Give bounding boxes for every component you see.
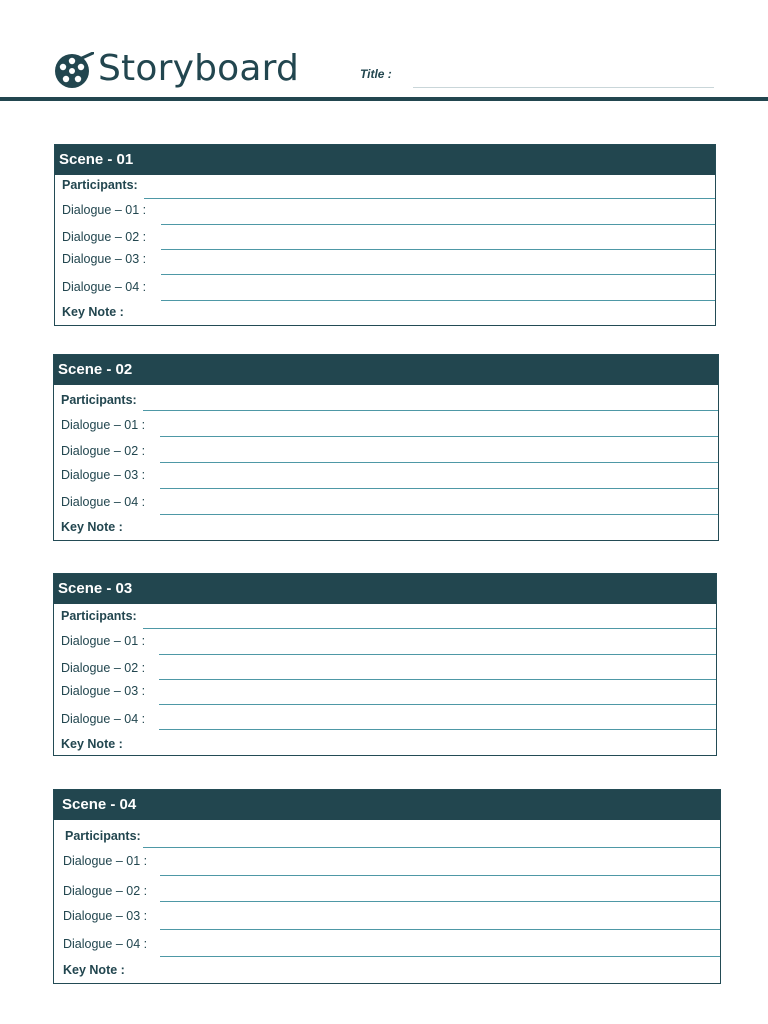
dialogue-label: Dialogue – 01 : bbox=[61, 634, 146, 648]
dialogue-label: Dialogue – 03 : bbox=[61, 468, 146, 482]
participants-field[interactable] bbox=[143, 410, 718, 411]
dialogue-field[interactable] bbox=[160, 875, 720, 876]
dialogue-label: Dialogue – 02 : bbox=[63, 884, 148, 898]
dialogue-field[interactable] bbox=[160, 436, 718, 437]
scene-card bbox=[54, 144, 716, 326]
page-header bbox=[0, 0, 768, 100]
scene-card bbox=[53, 789, 721, 984]
participants-field[interactable] bbox=[143, 847, 720, 848]
dialogue-field[interactable] bbox=[160, 514, 718, 515]
participants-label: Participants: bbox=[62, 178, 138, 192]
dialogue-label: Dialogue – 04 : bbox=[61, 712, 146, 726]
dialogue-label: Dialogue – 02 : bbox=[61, 444, 146, 458]
dialogue-field[interactable] bbox=[160, 956, 720, 957]
dialogue-field[interactable] bbox=[161, 300, 715, 301]
film-reel-icon bbox=[54, 52, 94, 88]
dialogue-field[interactable] bbox=[160, 488, 718, 489]
scene-title: Scene - 03 bbox=[54, 574, 716, 604]
dialogue-field[interactable] bbox=[159, 679, 716, 680]
scene-card bbox=[53, 354, 719, 541]
dialogue-field[interactable] bbox=[159, 654, 716, 655]
participants-field[interactable] bbox=[143, 628, 716, 629]
scene-title: Scene - 01 bbox=[55, 145, 715, 175]
dialogue-field[interactable] bbox=[161, 224, 715, 225]
dialogue-label: Dialogue – 03 : bbox=[63, 909, 148, 923]
dialogue-field[interactable] bbox=[161, 249, 715, 250]
dialogue-label: Dialogue – 04 : bbox=[61, 495, 146, 509]
dialogue-label: Dialogue – 01 : bbox=[63, 854, 148, 868]
dialogue-label: Dialogue – 04 : bbox=[63, 937, 148, 951]
participants-label: Participants: bbox=[65, 829, 141, 843]
dialogue-label: Dialogue – 03 : bbox=[61, 684, 146, 698]
header-divider bbox=[0, 97, 768, 101]
title-label: Title : bbox=[360, 67, 392, 81]
participants-field[interactable] bbox=[144, 198, 715, 199]
dialogue-field[interactable] bbox=[159, 704, 716, 705]
key-note-label: Key Note : bbox=[61, 520, 123, 534]
scene-title: Scene - 02 bbox=[54, 355, 718, 385]
dialogue-field[interactable] bbox=[160, 462, 718, 463]
title-input-line[interactable] bbox=[413, 87, 714, 88]
scene-card bbox=[53, 573, 717, 756]
dialogue-field[interactable] bbox=[161, 274, 715, 275]
dialogue-field[interactable] bbox=[160, 929, 720, 930]
scene-title: Scene - 04 bbox=[54, 790, 720, 820]
participants-label: Participants: bbox=[61, 393, 137, 407]
dialogue-field[interactable] bbox=[159, 729, 716, 730]
brand-title: Storyboard bbox=[98, 48, 300, 89]
dialogue-label: Dialogue – 01 : bbox=[62, 203, 147, 217]
participants-label: Participants: bbox=[61, 609, 137, 623]
dialogue-label: Dialogue – 04 : bbox=[62, 280, 147, 294]
dialogue-label: Dialogue – 02 : bbox=[62, 230, 147, 244]
key-note-label: Key Note : bbox=[62, 305, 124, 319]
dialogue-label: Dialogue – 01 : bbox=[61, 418, 146, 432]
key-note-label: Key Note : bbox=[61, 737, 123, 751]
dialogue-label: Dialogue – 03 : bbox=[62, 252, 147, 266]
dialogue-label: Dialogue – 02 : bbox=[61, 661, 146, 675]
dialogue-field[interactable] bbox=[160, 901, 720, 902]
key-note-label: Key Note : bbox=[63, 963, 125, 977]
